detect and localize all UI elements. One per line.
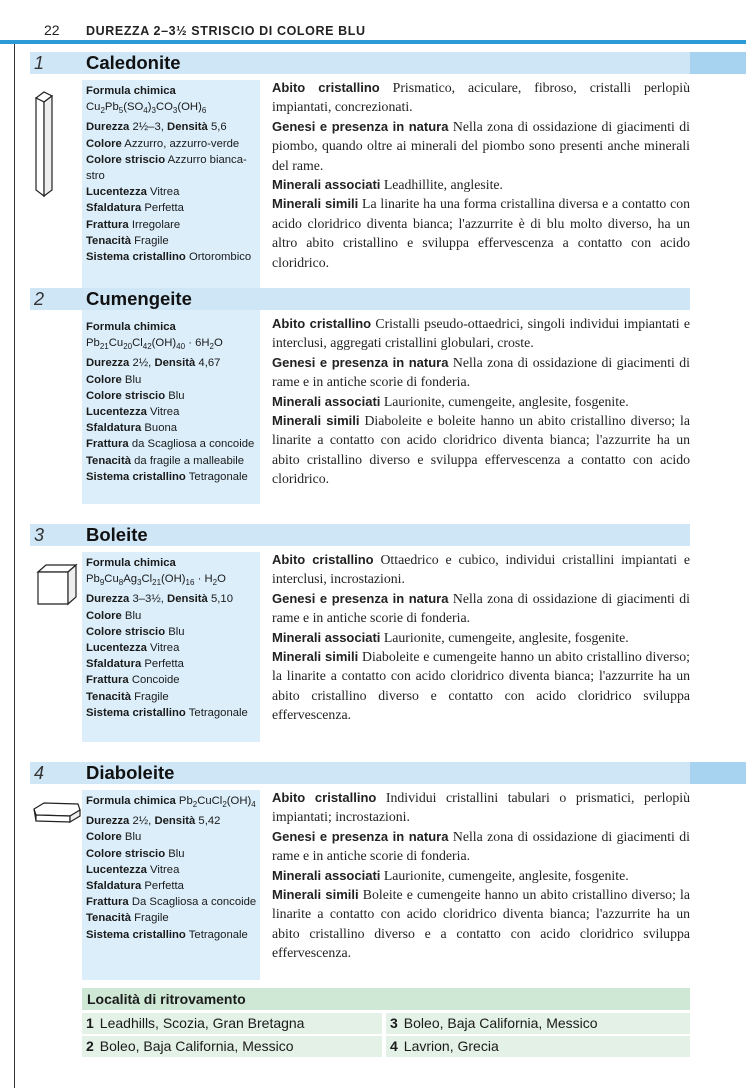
localities-grid: [82, 1013, 690, 1057]
margin-rule: [14, 44, 15, 1088]
entry-number: 4: [34, 763, 45, 783]
entry-number: 2: [34, 289, 45, 309]
title-bar-extension: [690, 762, 746, 784]
entry-number: 3: [34, 525, 45, 545]
localities-box: [82, 988, 690, 1057]
description: Abito cristallino Individui cristallini tabulari o prismatici, perlopiù impiantati; incrostazioni. Genesi e presenza in natura Nella zona di ossidazione di giacimenti di rame e in antiche scorie di fonderia. Minerali associati Laurionite, cumengeite, anglesite, fosgenite. Minerali simili Boleite e cumengeite hanno un abito cristallino diverso; la linarite a contatto con acido cloridrico diventa bianca; l'azzurrite ha un abito cristallino diverso e a contatto con acido cloridrico sviluppa effervescenza.: [272, 790, 690, 961]
formula-value: $Pb_9Cu_8Ag_3Cl_{21}(OH)_{16} \cdot H_2O$: [86, 573, 226, 588]
properties-panel: Formula chimica $Pb_2CuCl_2(OH)_4$ Durezza 2½, Densità 5,42 Colore Blu Colore striscio Blu Lucentezza Vitrea Sfaldatura Perfetta Frattura Da Scagliosa a concoide Tenacità Fragile Sistema cristallino Tetragonale: [82, 790, 260, 980]
formula-value: $Pb_2CuCl_2(OH)_4$: [178, 795, 256, 809]
tabular-crystal-icon: [32, 800, 82, 826]
properties-panel: Formula chimica $Pb_{21}Cu_{20}Cl_{42}(OH)_{40} \cdot 6H_2O$ Durezza 2½, Densità 4,67 Colore Blu Colore striscio Blu Lucentezza Vitrea Sfaldatura Buona Frattura da Scagliosa a concoide Tenacità da fragile a malleabile Sistema cristallino Tetragonale: [82, 316, 260, 504]
mineral-name: Boleite: [86, 524, 148, 545]
cubic-crystal-icon: [34, 562, 80, 608]
formula-value: $Cu_2Pb_5(SO_4)_3CO_3(OH)_6$: [86, 101, 207, 116]
locality-item: 1 Leadhills, Scozia, Gran Bretagna: [82, 1013, 382, 1034]
locality-item: 3 Boleo, Baja California, Messico: [386, 1013, 690, 1034]
page-number: 22: [44, 22, 60, 38]
locality-item: 4 Lavrion, Grecia: [386, 1036, 690, 1057]
entry-number: 1: [34, 53, 45, 73]
page-header: [0, 0, 746, 40]
prismatic-crystal-icon: [30, 90, 56, 200]
formula-value: $Pb_{21}Cu_{20}Cl_{42}(OH)_{40} \cdot 6H_2O$: [86, 337, 223, 352]
localities-title: Località di ritrovamento: [82, 988, 690, 1010]
description: Abito cristallino Prismatico, aciculare, fibroso, cristalli perlopiù impiantati, concrezionati. Genesi e presenza in natura Nella zona di ossidazione di giacimenti di piombo, quando oltre ai minerali del piombo sono presenti anche minerali del rame. Minerali associati Leadhillite, anglesite. Minerali simili La linarite ha una forma cristallina diversa e a contatto con acido cloridrico diventa bianca; l'azzurrite è di blu molto diverso, ha un altro abito cristallino e sviluppa effervescenza a contatto con acido cloridrico.: [272, 80, 690, 270]
title-bar-extension: [690, 52, 746, 74]
properties-panel: Formula chimica $Pb_9Cu_8Ag_3Cl_{21}(OH)_{16} \cdot H_2O$ Durezza 3–3½, Densità 5,10 Colore Blu Colore striscio Blu Lucentezza Vitrea Sfaldatura Perfetta Frattura Concoide Tenacità Fragile Sistema cristallino Tetragonale: [82, 552, 260, 742]
title-bar-extension: [690, 288, 746, 310]
locality-item: 2 Boleo, Baja California, Messico: [82, 1036, 382, 1057]
properties-panel: Formula chimica $Cu_2Pb_5(SO_4)_3CO_3(OH)_6$ Durezza 2½–3, Densità 5,6 Colore Azzurro, azzurro-verde Colore striscio Azzurro bianca- stro Lucentezza Vitrea Sfaldatura Perfetta Frattura Irregolare Tenacità Fragile Sistema cristallino Ortorombico: [82, 80, 260, 318]
description: Abito cristallino Ottaedrico e cubico, individui cristallini impiantati e interclusi, incrostazioni. Genesi e presenza in natura Nella zona di ossidazione di giacimenti di rame e in antiche scorie di fonderia. Minerali associati Laurionite, cumengeite, anglesite, fosgenite. Minerali simili Diaboleite e cumengeite hanno un abito cristallino diverso; la linarite a contatto con acido cloridrico diventa bianca; l'azzurrite ha un abito cristallino diverso e contatto con acido cloridrico sviluppa effervescenza.: [272, 552, 691, 723]
description: Abito cristallino Cristalli pseudo-ottaedrici, singoli individui impiantati e interclusi, aggregati cristallini globulari, croste. Genesi e presenza in natura Nella zona di ossidazione di giacimenti di rame e in antiche scorie di fonderia. Minerali associati Laurionite, cumengeite, anglesite, fosgenite. Minerali simili Diaboleite e boleite hanno un abito cristallino diverso; la linarite a contatto con acido cloridrico diventa bianca; l'azzurrite ha un abito cristallino diverso e sviluppa effervescenza a contatto con acido cloridrico.: [272, 316, 690, 487]
header-accent-bar: [0, 40, 746, 44]
mineral-name: Diaboleite: [86, 762, 175, 783]
mineral-name: Cumengeite: [86, 288, 192, 309]
mineral-name: Caledonite: [86, 52, 181, 73]
running-title: DUREZZA 2–3½ STRISCIO DI COLORE BLU: [86, 24, 366, 38]
